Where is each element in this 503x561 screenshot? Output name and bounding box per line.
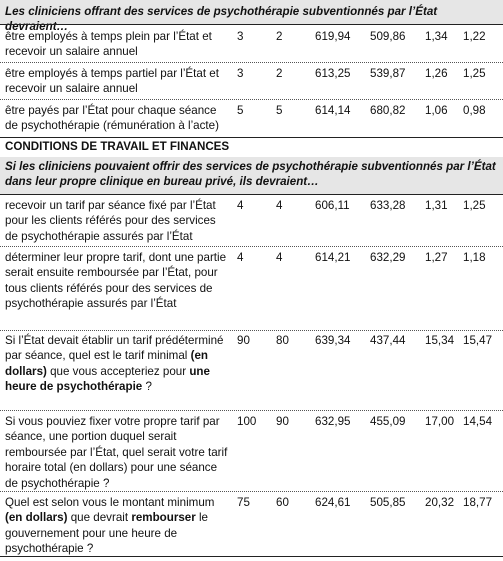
value-cell: 75 (237, 496, 250, 509)
value-cell: 14,54 (463, 415, 493, 428)
value-cell: 5 (276, 104, 283, 117)
value-cell: 15,34 (425, 334, 455, 347)
value-cell: 2 (276, 30, 283, 43)
value-cell: 1,26 (425, 67, 448, 80)
value-cell: 606,11 (315, 199, 350, 212)
value-cell: 505,85 (370, 496, 406, 509)
value-cell: 624,61 (315, 496, 351, 509)
rule (0, 24, 503, 25)
value-cell: 509,86 (370, 30, 406, 43)
rule (0, 194, 503, 195)
value-cell: 639,34 (315, 334, 351, 347)
value-cell: 80 (276, 334, 289, 347)
q3-text: Quel est selon vous le montant minimum (5, 496, 215, 509)
q1-bold-unit: (en dollars) (5, 349, 208, 378)
value-cell: 632,95 (315, 415, 351, 428)
question-label: Si vous pouviez fixer votre propre tarif par séance, une portion duquel serait remboursée par l’État, quel serait votre tarif horaire total (en dollars) pour une séance de psychothérapie ? (5, 415, 228, 490)
row-divider (0, 491, 503, 492)
section-rule (0, 137, 503, 138)
value-cell: 15,47 (463, 334, 493, 347)
value-cell: 455,09 (370, 415, 406, 428)
row-divider (0, 330, 503, 331)
value-cell: 1,18 (463, 251, 486, 264)
value-cell: 1,34 (425, 30, 448, 43)
row-label: être payés par l’État pour chaque séance de psychothérapie (rémunération à l’acte) (5, 104, 219, 133)
value-cell: 614,21 (315, 251, 351, 264)
question-label (5, 495, 230, 557)
value-cell: 3 (237, 30, 244, 43)
q3-bold-unit: (en dollars) (5, 511, 68, 525)
value-cell: 1,25 (463, 199, 486, 212)
value-cell: 90 (237, 334, 250, 347)
q1-bold-emphasis: une heure de psychothérapie (5, 364, 210, 394)
q3-bold-emphasis: rembourser (131, 511, 196, 525)
row-divider (0, 99, 503, 100)
q1-text: ? (142, 380, 152, 394)
row-divider (0, 410, 503, 411)
value-cell: 3 (237, 67, 244, 80)
value-cell: 4 (276, 199, 283, 212)
value-cell: 539,87 (370, 67, 406, 80)
value-cell: 4 (276, 251, 283, 264)
q3-text: le gouvernement pour une heure de psychothérapie ? (5, 511, 208, 556)
value-cell: 632,29 (370, 251, 406, 264)
value-cell: 18,77 (463, 496, 493, 509)
question-label (5, 333, 230, 395)
value-cell: 4 (237, 199, 244, 212)
value-cell: 1,27 (425, 251, 448, 264)
section-title: CONDITIONS DE TRAVAIL ET FINANCES (5, 140, 230, 153)
value-cell: 4 (237, 251, 244, 264)
row-label: être employés à temps partiel par l’État et recevoir un salaire annuel (5, 67, 219, 96)
value-cell: 5 (237, 104, 244, 117)
section-intro: Si les cliniciens pouvaient offrir des services de psychothérapie subventionnés par l’État dans leur propre clinique en bureau privé, ils devraient… (5, 160, 496, 189)
q1-text: Si l’État devait établir un tarif prédéterminé par séance, quel est le tarif minimal (5, 334, 224, 363)
value-cell: 1,06 (425, 104, 448, 117)
value-cell: 90 (276, 415, 289, 428)
value-cell: 60 (276, 496, 289, 509)
value-cell: 2 (276, 67, 283, 80)
row-divider (0, 62, 503, 63)
value-cell: 680,82 (370, 104, 406, 117)
value-cell: 100 (237, 415, 257, 428)
value-cell: 1,22 (463, 30, 486, 43)
value-cell: 17,00 (425, 415, 455, 428)
bottom-rule (0, 556, 503, 557)
row-divider (0, 246, 503, 247)
value-cell: 0,98 (463, 104, 486, 117)
value-cell: 1,25 (463, 67, 486, 80)
value-cell: 619,94 (315, 30, 351, 43)
intro-text: Les cliniciens offrant des services de psychothérapie subventionnés par l’État devraient… (5, 5, 438, 34)
value-cell: 20,32 (425, 496, 455, 509)
value-cell: 614,14 (315, 104, 351, 117)
row-label: recevoir un tarif par séance fixé par l’État pour les clients référés pour des services de psychothérapie assurés par l’État (5, 199, 216, 243)
row-label: déterminer leur propre tarif, dont une partie serait ensuite remboursée par l’État, pour tous clients référés pour des services de psychothérapie assurés par l’État (5, 251, 227, 311)
value-cell: 437,44 (370, 334, 406, 347)
value-cell: 613,25 (315, 67, 351, 80)
q1-text: que vous accepteriez pour (46, 364, 190, 378)
row-label: être employés à temps plein par l’État et recevoir un salaire annuel (5, 30, 212, 59)
q3-text: que devrait (67, 511, 132, 525)
value-cell: 1,31 (425, 199, 448, 212)
value-cell: 633,28 (370, 199, 406, 212)
